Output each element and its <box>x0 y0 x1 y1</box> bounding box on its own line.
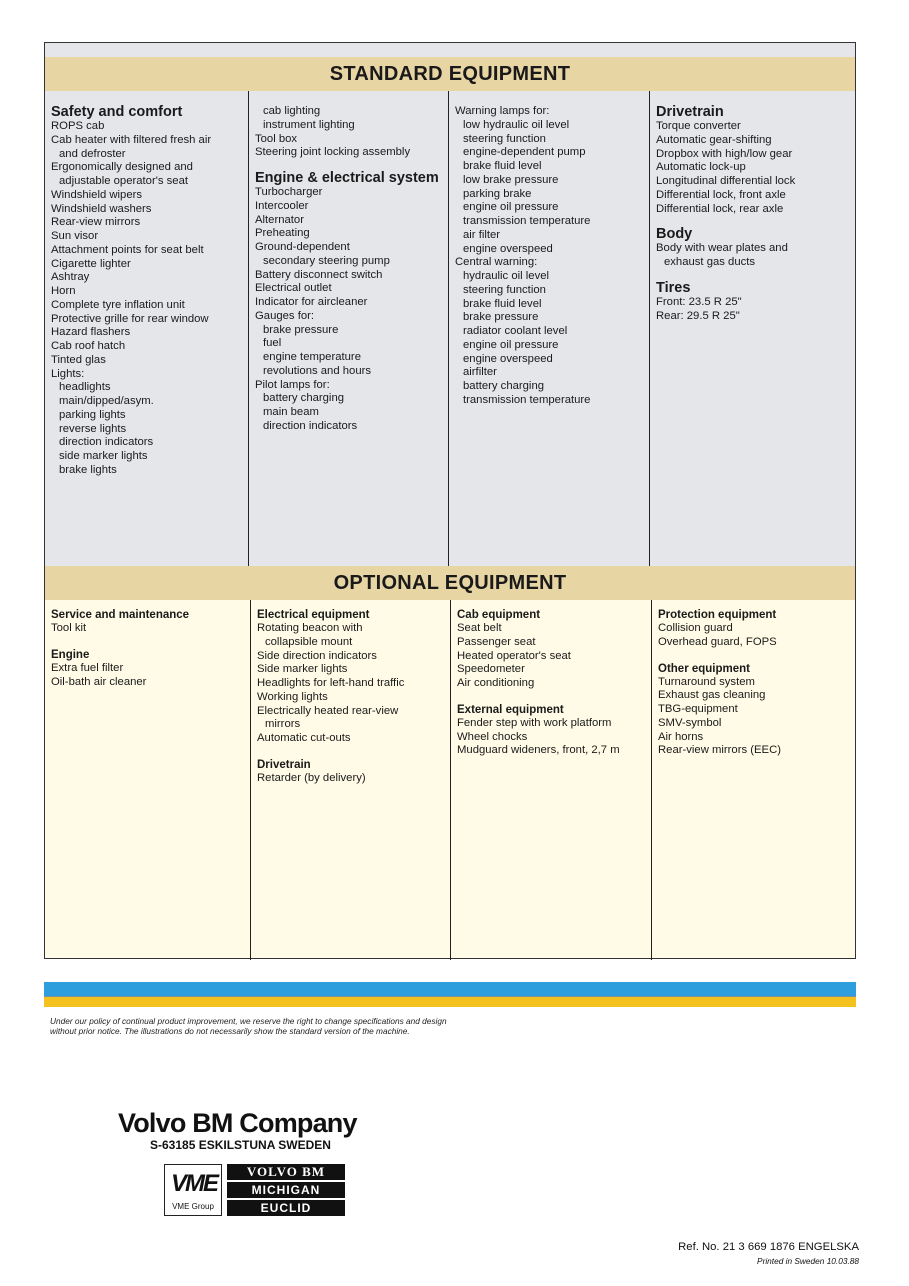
list-item: steering function <box>463 132 546 145</box>
list-item: airfilter <box>463 366 497 379</box>
list-item: engine temperature <box>263 351 361 363</box>
list-item: engine oil pressure <box>463 201 559 214</box>
list-item: fuel <box>263 337 282 350</box>
list-item: Protective grille for rear window <box>51 312 209 325</box>
list-item: ROPS cab <box>51 120 105 132</box>
list-item: transmission temperature <box>463 393 591 406</box>
list-item: Ergonomically designed and <box>51 161 193 174</box>
list-item: Wheel chocks <box>457 730 528 743</box>
optional-col-2 <box>250 600 450 960</box>
list-item: Tool box <box>255 132 298 145</box>
section-heading: Engine <box>51 648 90 661</box>
list-item: and defroster <box>59 147 126 160</box>
list-item: Automatic lock-up <box>656 161 746 174</box>
list-item: direction indicators <box>59 436 154 449</box>
list-item: Warning lamps for: <box>455 105 550 117</box>
list-item: brake fluid level <box>463 297 542 310</box>
list-item: mirrors <box>265 718 301 731</box>
list-item: Automatic cut-outs <box>257 732 351 744</box>
standard-col-1 <box>45 91 248 566</box>
list-item: Intercooler <box>255 199 309 212</box>
list-item: Electrical outlet <box>255 282 332 295</box>
list-item: Alternator <box>255 213 304 226</box>
list-item: Steering joint locking assembly <box>255 146 411 159</box>
list-item: Retarder (by delivery) <box>257 771 366 784</box>
list-item: battery charging <box>463 380 545 392</box>
list-item: Central warning: <box>455 256 538 269</box>
list-item: Indicator for aircleaner <box>255 296 368 308</box>
equipment-frame <box>44 42 856 959</box>
list-item: battery charging <box>263 392 345 405</box>
section-heading: Tires <box>656 279 691 296</box>
vme-group-label: VME Group <box>172 1202 214 1211</box>
list-item: direction indicators <box>263 419 358 432</box>
list-item: SMV-symbol <box>658 716 722 729</box>
blue-stripe <box>44 982 856 996</box>
list-item: headlights <box>59 381 111 394</box>
list-item: Torque converter <box>656 120 741 132</box>
optional-col-1 <box>45 600 250 960</box>
list-item: cab lighting <box>263 105 321 117</box>
list-item: side marker lights <box>59 450 148 462</box>
section-heading: Service and maintenance <box>51 609 190 621</box>
section-heading: Protection equipment <box>658 609 777 621</box>
list-item: Collision guard <box>658 622 733 634</box>
list-item: engine oil pressure <box>463 338 559 351</box>
standard-col-2 <box>248 91 448 566</box>
list-item: main/dipped/asym. <box>59 395 154 407</box>
list-item: Attachment points for seat belt <box>51 243 204 256</box>
company-address: S-63185 ESKILSTUNA SWEDEN <box>150 1138 331 1152</box>
list-item: transmission temperature <box>463 215 591 227</box>
list-item: Rear: 29.5 R 25" <box>656 309 740 322</box>
list-item: Horn <box>51 285 76 297</box>
list-item: Rear-view mirrors (EEC) <box>658 744 782 757</box>
standard-col-4 <box>649 91 855 566</box>
list-item: brake fluid level <box>463 160 542 172</box>
list-item: Exhaust gas cleaning <box>658 689 766 702</box>
list-item: Oil-bath air cleaner <box>51 675 147 688</box>
list-item: Differential lock, front axle <box>656 188 786 201</box>
list-item: Rotating beacon with <box>257 622 363 634</box>
list-item: Complete tyre inflation unit <box>51 298 185 311</box>
list-item: Preheating <box>255 227 310 240</box>
list-item: Air conditioning <box>457 677 535 689</box>
optional-col-3 <box>450 600 651 960</box>
list-item: Ground-dependent <box>255 241 350 253</box>
list-item: Differential lock, rear axle <box>656 202 784 215</box>
list-item: steering function <box>463 283 546 296</box>
list-item: instrument lighting <box>263 118 355 131</box>
list-item: low hydraulic oil level <box>463 118 570 131</box>
brand-michigan: MICHIGAN <box>227 1182 345 1198</box>
list-item: Electrically heated rear-view <box>257 704 399 717</box>
list-item: Seat belt <box>457 622 502 634</box>
list-item: parking lights <box>59 408 126 421</box>
standard-col-3 <box>448 91 649 566</box>
list-item: Tinted glas <box>51 353 106 366</box>
list-item: Windshield wipers <box>51 188 143 201</box>
list-item: Side marker lights <box>257 663 348 676</box>
section-heading: Safety and comfort <box>51 104 183 120</box>
optional-col-4 <box>651 600 855 960</box>
list-item: Extra fuel filter <box>51 661 124 674</box>
list-item: TBG-equipment <box>658 703 738 715</box>
list-item: low brake pressure <box>463 173 559 186</box>
list-item: exhaust gas ducts <box>664 256 756 268</box>
list-item: Body with wear plates and <box>656 242 788 255</box>
list-item: Speedometer <box>457 663 525 676</box>
list-item: brake lights <box>59 463 117 476</box>
list-item: air filter <box>463 228 501 241</box>
company-name: Volvo BM Company <box>118 1108 357 1138</box>
list-item: Gauges for: <box>255 309 315 322</box>
list-item: brake pressure <box>263 323 339 336</box>
list-item: parking brake <box>463 187 532 200</box>
brand-euclid: EUCLID <box>227 1200 345 1216</box>
list-item: hydraulic oil level <box>463 270 550 282</box>
list-item: Ashtray <box>51 271 90 284</box>
list-item: Cab heater with filtered fresh air <box>51 133 212 146</box>
list-item: Working lights <box>257 690 328 703</box>
list-item: collapsible mount <box>265 635 353 648</box>
list-item: Tool kit <box>51 622 87 634</box>
list-item: adjustable operator's seat <box>59 175 189 187</box>
list-item: Rear-view mirrors <box>51 216 141 229</box>
list-item: Air horns <box>658 730 704 743</box>
list-item: main beam <box>263 406 319 418</box>
list-item: radiator coolant level <box>463 325 568 337</box>
yellow-stripe <box>44 997 856 1007</box>
brand-volvo-bm: VOLVO BM <box>227 1164 345 1180</box>
list-item: Front: 23.5 R 25" <box>656 295 742 308</box>
list-item: Lights: <box>51 367 85 380</box>
list-item: reverse lights <box>59 422 127 435</box>
list-item: Longitudinal differential lock <box>656 175 796 187</box>
list-item: Automatic gear-shifting <box>656 133 772 146</box>
list-item: revolutions and hours <box>263 364 372 377</box>
disclaimer: Under our policy of continual product improvement, we reserve the right to change specifications and design without prior notice. The illustrations do not necessarily show the standard version of the machine. <box>50 1016 447 1036</box>
vme-mark: VME <box>171 1170 218 1197</box>
section-heading: Drivetrain <box>656 104 724 120</box>
list-item: Side direction indicators <box>257 649 377 662</box>
section-heading: Cab equipment <box>457 609 541 621</box>
section-heading: Drivetrain <box>257 758 311 771</box>
list-item: Pilot lamps for: <box>255 378 330 391</box>
list-item: brake pressure <box>463 311 539 324</box>
list-item: engine overspeed <box>463 352 553 365</box>
list-item: Cigarette lighter <box>51 257 131 270</box>
list-item: Sun visor <box>51 230 99 242</box>
list-item: Overhead guard, FOPS <box>658 635 777 648</box>
list-item: Mudguard wideners, front, 2,7 m <box>457 744 620 757</box>
list-item: Turbocharger <box>255 186 323 198</box>
vme-logo <box>164 1164 222 1216</box>
list-item: Battery disconnect switch <box>255 268 383 281</box>
standard-heading: STANDARD EQUIPMENT <box>45 57 855 91</box>
list-item: Windshield washers <box>51 202 152 215</box>
section-heading: External equipment <box>457 703 564 716</box>
reference-number: Ref. No. 21 3 669 1876 ENGELSKA <box>678 1241 859 1253</box>
list-item: Turnaround system <box>658 675 755 688</box>
list-item: Heated operator's seat <box>457 649 571 662</box>
printed-note: Printed in Sweden 10.03.88 <box>757 1256 859 1266</box>
list-item: Hazard flashers <box>51 326 131 339</box>
list-item: engine-dependent pump <box>463 146 586 159</box>
section-heading: Engine & electrical system <box>255 170 439 186</box>
section-heading: Body <box>656 226 693 243</box>
list-item: Headlights for left-hand traffic <box>257 677 405 689</box>
optional-heading: OPTIONAL EQUIPMENT <box>45 566 855 600</box>
list-item: Passenger seat <box>457 635 536 648</box>
list-item: secondary steering pump <box>263 254 390 267</box>
section-heading: Other equipment <box>658 662 751 675</box>
list-item: Dropbox with high/low gear <box>656 147 793 160</box>
list-item: Cab roof hatch <box>51 340 126 352</box>
section-heading: Electrical equipment <box>257 609 370 621</box>
list-item: engine overspeed <box>463 242 553 255</box>
list-item: Fender step with work platform <box>457 716 612 729</box>
